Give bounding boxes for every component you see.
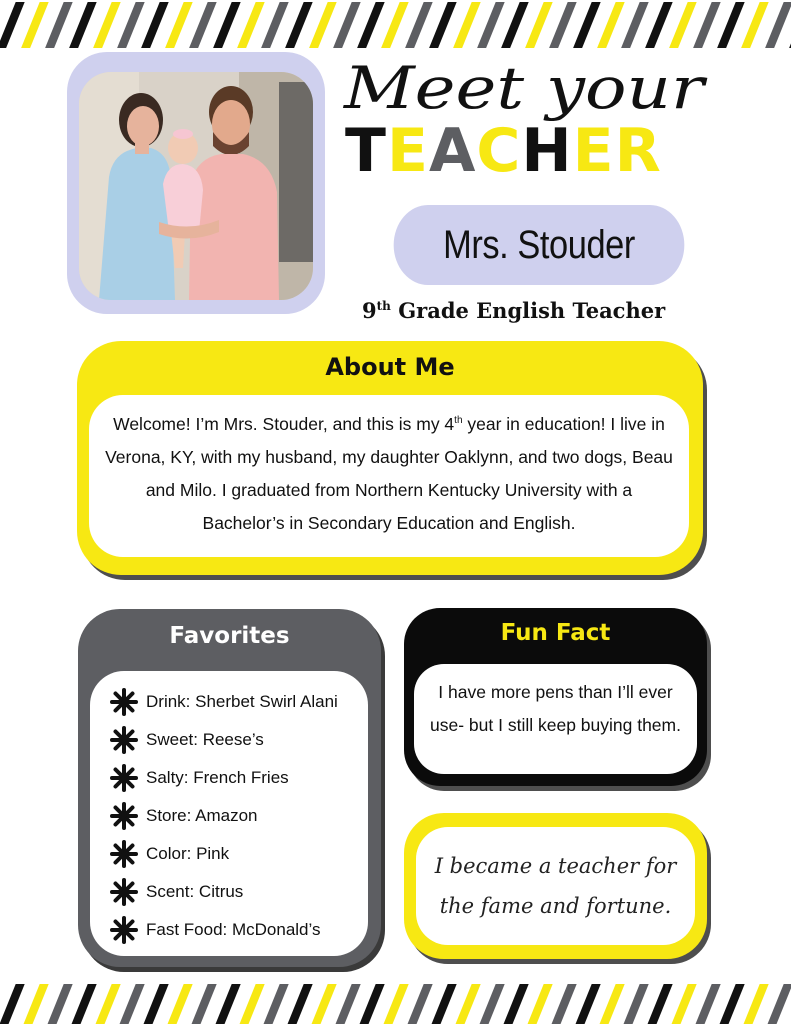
teacher-name: Mrs. Stouder <box>394 205 685 285</box>
asterisk-icon <box>110 878 138 906</box>
photo-frame <box>67 52 325 314</box>
favorite-fast-food: Fast Food: McDonald’s <box>146 920 321 939</box>
stripe <box>43 2 75 48</box>
favorites-title: Favorites <box>169 623 290 649</box>
stripe <box>427 984 459 1024</box>
teacher-heading <box>345 116 705 186</box>
fun-fact-body: I have more pens than I’ll ever use- but I still keep buying them. <box>414 664 697 774</box>
stripe <box>691 984 723 1024</box>
stripe <box>19 2 51 48</box>
fun-fact-card <box>404 608 707 786</box>
stripe <box>211 2 243 48</box>
stripe <box>763 2 791 48</box>
stripe <box>379 984 411 1024</box>
stripe <box>283 984 315 1024</box>
meet-your-text: Meet your <box>342 54 708 122</box>
stripe <box>451 984 483 1024</box>
stripe <box>0 2 26 48</box>
stripe <box>499 984 531 1024</box>
stripe <box>139 2 171 48</box>
list-item <box>110 721 368 759</box>
stripe <box>355 984 387 1024</box>
fun-fact-title: Fun Fact <box>500 620 611 646</box>
stripe <box>67 984 99 1024</box>
favorites-list <box>90 671 368 956</box>
stripe <box>115 2 147 48</box>
list-item <box>110 683 368 721</box>
stripe <box>163 984 195 1024</box>
stripe <box>91 984 123 1024</box>
favorite-color: Color: Pink <box>146 844 230 863</box>
grade-rest: Grade English Teacher <box>390 298 666 323</box>
stripe <box>235 2 267 48</box>
stripe <box>715 2 747 48</box>
fame-note-text: I became a teacher for the fame and fortune. <box>416 827 695 945</box>
stripe <box>235 984 267 1024</box>
asterisk-icon <box>110 688 138 716</box>
stripe <box>19 984 51 1024</box>
asterisk-icon <box>110 764 138 792</box>
asterisk-icon <box>110 840 138 868</box>
stripe <box>307 2 339 48</box>
stripe <box>595 984 627 1024</box>
stripe <box>187 984 219 1024</box>
stripe <box>547 984 579 1024</box>
stripe <box>763 984 791 1024</box>
about-text-part2: year in education! I live in Verona, KY, with my husband, my daughter Oaklynn, and two dogs, Beau and Milo. I graduated from Northern Kentucky University with a Bachelor’s in Secondary Education and English. <box>105 414 673 533</box>
favorite-store: Store: Amazon <box>146 806 258 825</box>
stripe <box>91 2 123 48</box>
about-text-part1: Welcome! I’m Mrs. Stouder, and this is my 4 <box>113 414 455 434</box>
stripe <box>307 984 339 1024</box>
list-item <box>110 873 368 911</box>
stripe <box>259 2 291 48</box>
list-item <box>110 759 368 797</box>
stripe <box>283 2 315 48</box>
favorites-card <box>78 609 381 967</box>
teacher-letter: C <box>476 116 522 186</box>
favorite-salty: Salty: French Fries <box>146 768 289 787</box>
about-me-title: About Me <box>325 353 455 381</box>
stripe <box>115 984 147 1024</box>
teacher-letter: A <box>428 116 477 186</box>
favorite-sweet: Sweet: Reese’s <box>146 730 264 749</box>
stripe <box>715 984 747 1024</box>
list-item <box>110 835 368 873</box>
stripe <box>523 984 555 1024</box>
stripe <box>475 984 507 1024</box>
stripe <box>211 984 243 1024</box>
stripe <box>643 984 675 1024</box>
family-photo-illustration <box>79 72 313 300</box>
about-me-card <box>77 341 703 575</box>
stripe <box>43 984 75 1024</box>
favorite-scent: Scent: Citrus <box>146 882 244 901</box>
teacher-letter: E <box>572 116 615 186</box>
stripe <box>139 984 171 1024</box>
stripe <box>739 984 771 1024</box>
list-item <box>110 797 368 835</box>
stripe <box>403 984 435 1024</box>
about-superscript: th <box>454 415 463 427</box>
stripe <box>259 984 291 1024</box>
stripe <box>0 984 26 1024</box>
teacher-letter: T <box>345 116 387 186</box>
asterisk-icon <box>110 726 138 754</box>
fame-note-card <box>404 813 707 959</box>
list-item <box>110 911 368 949</box>
asterisk-icon <box>110 916 138 944</box>
teacher-letter: E <box>386 116 429 186</box>
stripe <box>67 2 99 48</box>
stripe <box>667 984 699 1024</box>
stripe <box>163 2 195 48</box>
teacher-letter: H <box>521 116 573 186</box>
stripe <box>571 984 603 1024</box>
asterisk-icon <box>110 802 138 830</box>
teacher-letter: R <box>614 116 662 186</box>
favorite-drink: Drink: Sherbet Swirl Alani <box>146 692 338 711</box>
bottom-stripe-border <box>0 984 791 1024</box>
grade-number: 9 <box>362 298 377 323</box>
family-photo <box>79 72 313 300</box>
grade-subtitle <box>362 298 707 334</box>
about-me-body <box>89 395 689 557</box>
stripe <box>739 2 771 48</box>
stripe <box>619 984 651 1024</box>
grade-suffix: th <box>376 299 391 313</box>
stripe <box>187 2 219 48</box>
stripe <box>331 984 363 1024</box>
